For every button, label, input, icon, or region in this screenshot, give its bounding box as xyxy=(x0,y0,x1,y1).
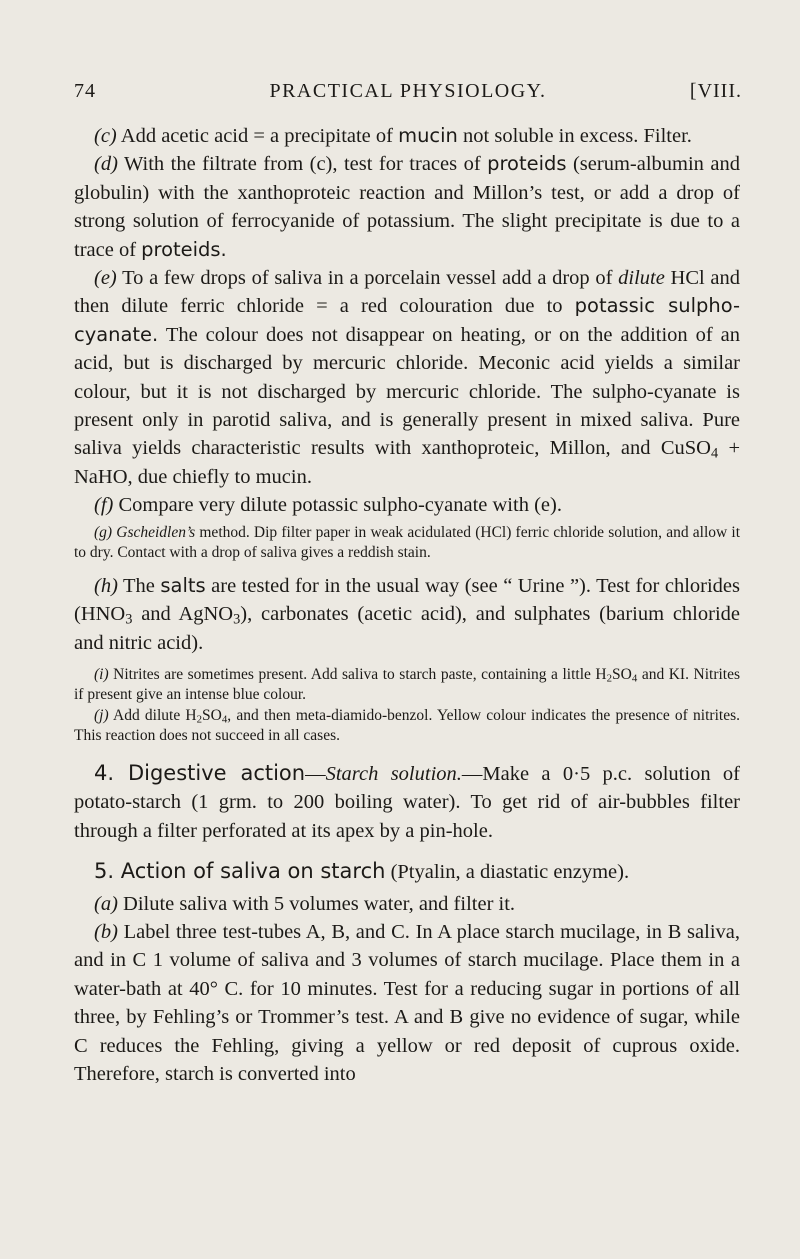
paragraph-d: (d) With the filtrate from (c), test for traces of proteids (serum-albumin and globulin) with the xanthoproteic reaction and Millon’s test, or add a drop of strong solution of ferrocyanide of potassium. The slight precipitate is due to a trace of proteids. xyxy=(74,152,740,261)
page-header xyxy=(74,80,742,110)
section-4-heading: 4. Digestive action xyxy=(94,760,306,785)
term-proteids-2: proteids. xyxy=(141,237,227,261)
paragraph-c: (c) Add acetic acid = a precipitate of mucin not soluble in excess. Filter. xyxy=(94,124,692,147)
term-sulpho-cyanate: potassic sulpho-cyanate. xyxy=(74,294,740,346)
term-mucin: mucin xyxy=(398,124,458,147)
chapter-marker: [VIII. xyxy=(689,80,742,102)
paragraph-j: (j) Add dilute $H_2SO_4$, and then meta-diamido-benzol. Yellow colour indicates the presence of nitrites. This reaction does not succeed in all cases. xyxy=(74,706,740,745)
section-4: 4. Digestive action—Starch solution.—Make a 0·5 p.c. solution of potato-starch (1 grm. to 200 boiling water). To get rid of air-bubbles filter through a filter perforated at its apex by a pin-hole. xyxy=(74,760,741,842)
paragraph-g: (g) Gscheidlen’s method. Dip filter paper in weak acidulated (HCl) ferric chloride solution, and allow it to dry. Contact with a drop of saliva gives a reddish stain. xyxy=(74,523,741,562)
paragraph-a: (a) Dilute saliva with 5 volumes water, and filter it. xyxy=(94,892,516,915)
term-salts: salts xyxy=(160,573,206,597)
paragraph-f: (f) Compare very dilute potassic sulpho-cyanate with (e). xyxy=(94,494,562,517)
paragraph-i: (i) Nitrites are sometimes present. Add saliva to starch paste, containing a little $H_2SO_4$ and KI. Nitrites if present give an intense blue colour. xyxy=(74,665,740,704)
term-proteids: proteids xyxy=(487,152,567,176)
running-title: PRACTICAL PHYSIOLOGY. xyxy=(269,80,547,102)
paragraph-h: (h) The salts are tested for in the usual way (see “ Urine ”). Test for chlorides ($HNO_3$ and AgNO$_3$), carbonates (acetic acid), and sulphates (barium chloride and nitric acid). xyxy=(74,573,740,654)
page-number: 74 xyxy=(74,80,96,102)
section-5: 5. Action of saliva on starch (Ptyalin, a diastatic enzyme). xyxy=(94,859,630,884)
section-5-heading: 5. Action of saliva on starch xyxy=(94,859,386,884)
paragraph-b: (b) Label three test-tubes A, B, and C. In A place starch mucilage, in B saliva, and in C 1 volume of saliva and 3 volumes of starch mucilage. Place them in a water-bath at 40° C. for 10 minutes. Test for a reducing sugar in portions of all three, by Fehling’s or Trommer’s test. A and B give no evidence of sugar, while C reduces the Fehling, giving a yellow or red deposit of cuprous oxide. Therefore, starch is converted into xyxy=(74,920,740,1085)
page-body xyxy=(74,122,740,1088)
paragraph-e: (e) To a few drops of saliva in a porcelain vessel add a drop of dilute HCl and then dilute ferric chloride = a red colouration due to potassic sulpho-cyanate. The colour does not disappear on heating, or on the addition of an acid, but is discharged by mercuric chloride. Meconic acid yields a similar colour, but it is not discharged by mercuric chloride. The sulpho-cyanate is present only in parotid saliva, and is generally present in mixed saliva. Pure saliva yields characteristic results with xanthoproteic, Millon, and CuSO$_4$ + NaHO, due chiefly to mucin. xyxy=(74,267,741,488)
